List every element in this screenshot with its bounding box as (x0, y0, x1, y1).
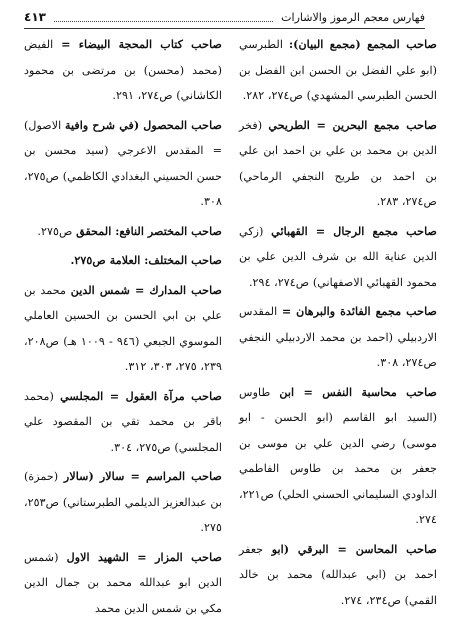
entry-body: (محمد باقر بن محمد تقي بن المقصود علي المجلسي) ص٢٧٥، ٣٠٤. (24, 389, 222, 454)
entry-body: (حمزة) بن عبدالعزيز الديلمي الطبرستاني) ص٢٥٣، ٢٧٥. (24, 470, 222, 534)
index-entry (239, 299, 437, 376)
index-entry (239, 380, 437, 533)
index-entry (239, 537, 437, 614)
entry-heading: صاحب كتاب المحجة البيضاء = (61, 37, 222, 51)
index-entry (239, 219, 437, 296)
right-column (239, 32, 437, 617)
entry-heading: صاحب مجمع البحرين = الطريحي (268, 117, 438, 132)
entry-body: (فخر الدين بن محمد بن علي بن احمد ابن علي بن احمد بن طريح النجفي الرماحي) ص٢٧٤، ٢٨٣. (239, 118, 437, 208)
entry-heading: صاحب المحصول (في شرح وافية (65, 117, 223, 132)
entry-heading: صاحب المختلف: العلامة ص٢٧٥. (70, 253, 222, 267)
entry-body: الاصول) = المقدس الاعرجي (سيد محسن بن حسن الحسيني البغدادي الكاظمي) ص٢٧٥، ٣٠٨. (24, 118, 222, 208)
index-entry (24, 248, 222, 274)
entry-body: طاوس (السيد ابو القاسم (ابو الحسن - ابو موسى) رضي الدين علي بن موسى بن جعفر بن محمد بن طاوس الفاطمي الداودي السليماني الحسني الحلي) ص٢٢١، ٢٧٤. (239, 385, 437, 526)
entry-body: (زكي الدين عناية الله بن شرف الدين علي بن محمود القهبائي الاصفهاني) ص٢٧٤، ٢٩٤. (239, 224, 437, 289)
index-entry (24, 113, 222, 215)
entry-heading: صاحب محاسبة النفس = ابن (279, 384, 437, 399)
entry-heading: صاحب مرآة العقول = المجلسي (60, 388, 222, 403)
page-header (24, 8, 425, 26)
entry-heading: صاحب المزار = الشهيد الاول (66, 549, 222, 564)
entry-heading: صاحب المجمع (مجمع البيان): (289, 37, 437, 51)
entry-body: الطبرسي (ابو علي الفضل بن الحسن ابن الفضل بن الحسن الطبرسي المشهدي) ص٢٧٤، ٢٨٢. (239, 38, 437, 102)
index-entry (24, 32, 222, 109)
entry-heading: صاحب المختصر النافع: المحقق (76, 223, 222, 238)
left-column (24, 32, 222, 625)
header-rule (24, 28, 425, 29)
entry-body: الفيض (محمد (محسن) بن مرتضى بن محمود الكاشاني) ص٢٧٤، ٢٩١. (24, 38, 222, 102)
entry-body: (شمس الدين ابو عبدالله محمد بن جمال الدين مكي بن شمس الدين محمد (24, 550, 222, 615)
index-entry (24, 278, 222, 380)
entry-body: محمد بن علي بن ابي الحسن بن الحسين العاملي الموسوي الجبعي (٩٤٦ - ١٠٠٩ هـ) ص٢٠٨، ٢٣٩، ٢٧٥، ٣٠٣، ٣١٢. (24, 283, 222, 373)
index-entry (24, 464, 222, 541)
index-entry (24, 384, 222, 461)
entry-heading: صاحب المدارك = شمس الدين (70, 282, 222, 297)
entry-body: ص٢٧٥. (37, 224, 73, 238)
entry-heading: صاحب مجمع الفائدة والبرهان = (281, 304, 437, 318)
index-entry (24, 219, 222, 245)
entry-body: المقدس الاردبيلي (احمد بن محمد الاردبيلي النجفي ص٢٧٤، ٣٠٨. (239, 305, 437, 369)
entry-body: جعفر احمد بن (ابي عبدالله) محمد بن خالد القمي) ص٢٣٤، ٢٧٤. (239, 542, 437, 607)
index-entry (24, 545, 222, 622)
header-dot-leader (54, 13, 273, 22)
header-title: فهارس معجم الرموز والاشارات (281, 10, 425, 24)
entry-heading: صاحب المحاسن = البرقي (ابو (271, 541, 437, 556)
entry-heading: صاحب المراسم = سالار (سالار (63, 469, 222, 483)
index-entry (239, 113, 437, 215)
page-number: ٤١٣ (24, 10, 46, 24)
index-entry (239, 32, 437, 109)
entry-heading: صاحب مجمع الرجال = القهبائي (271, 223, 437, 238)
